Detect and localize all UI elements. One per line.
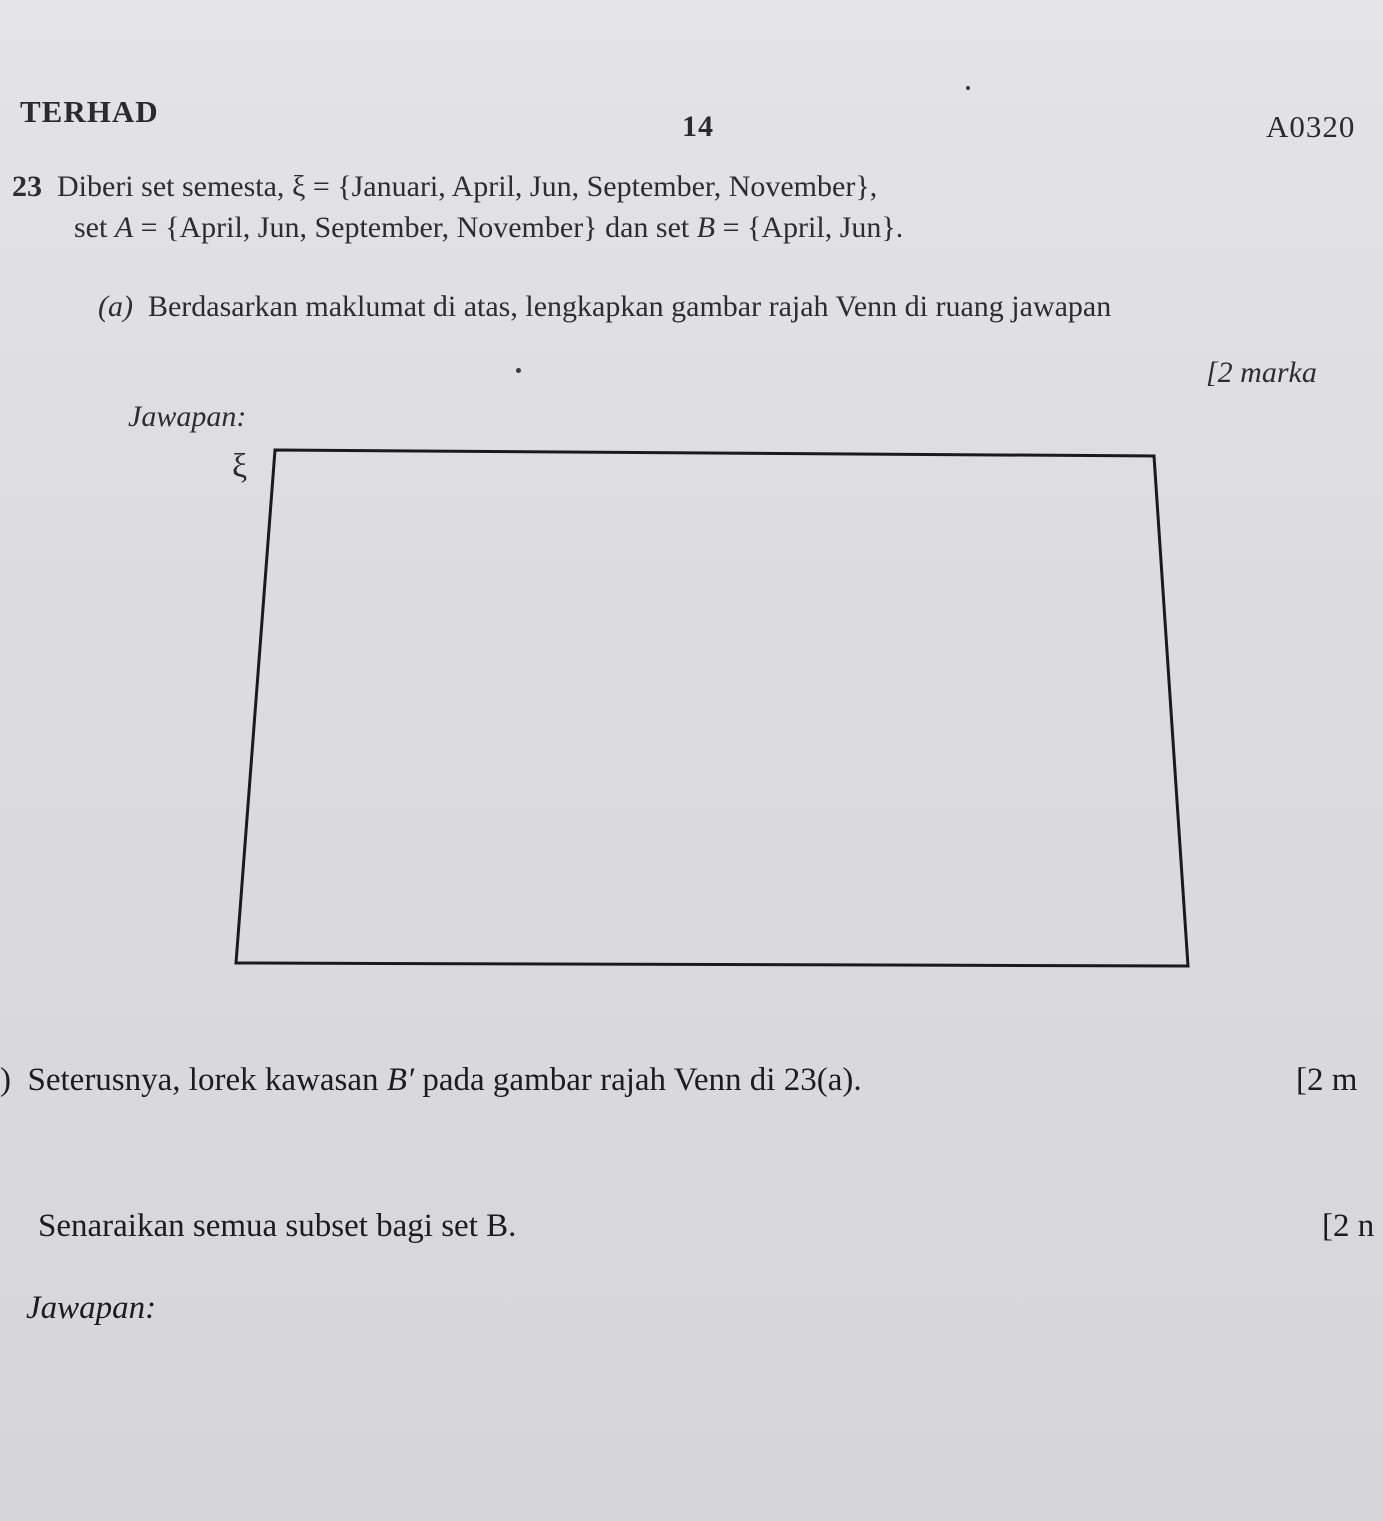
part-b-marks: [2 m: [1296, 1062, 1358, 1098]
question-number: 23: [12, 170, 42, 203]
scan-speck: [966, 86, 970, 90]
part-b-text-prefix: Seterusnya, lorek kawasan: [27, 1062, 379, 1098]
universal-set: {Januari, April, Jun, September, November},: [337, 170, 878, 203]
part-a-answer-label: Jawapan:: [128, 400, 247, 433]
universal-symbol: ξ: [291, 170, 306, 203]
part-a-line: [98, 290, 1111, 324]
dan-set-text: dan set: [605, 211, 690, 244]
set-b-value: = {April, Jun}.: [722, 211, 904, 244]
scan-speck: [516, 368, 521, 373]
part-b-set-name: B′: [386, 1062, 415, 1098]
part-a-label: (a): [98, 290, 133, 323]
part-a-marks: [1206, 356, 1317, 390]
set-b-name: B: [696, 211, 716, 244]
universal-set-rectangle[interactable]: [236, 450, 1188, 966]
question-intro-line: [12, 170, 877, 204]
set-a-name: A: [114, 211, 134, 244]
classification-label: TERHAD: [20, 94, 159, 129]
equals-sign: =: [312, 170, 330, 203]
part-a-text: Berdasarkan maklumat di atas, lengkapkan gambar rajah Venn di ruang jawapan: [147, 290, 1112, 323]
part-c-answer-label: Jawapan:: [26, 1290, 157, 1326]
part-b-label: ): [0, 1062, 11, 1098]
part-b-line: [0, 1062, 862, 1099]
part-a-marks-text: [2 marka: [1206, 356, 1317, 389]
set-a-value: = {April, Jun, September, November}: [140, 211, 598, 244]
paper-code: A0320: [1266, 109, 1356, 144]
set-word: set: [74, 211, 108, 244]
sets-definition-line: [74, 211, 903, 245]
page-number: 14: [682, 110, 714, 143]
part-c-text: Senaraikan semua subset bagi set B.: [38, 1208, 517, 1244]
intro-text: Diberi set semesta,: [57, 170, 285, 203]
part-c-marks: [2 n: [1322, 1208, 1375, 1244]
venn-universal-symbol: ξ: [232, 448, 248, 485]
part-b-text-suffix: pada gambar rajah Venn di 23(a).: [422, 1062, 862, 1098]
